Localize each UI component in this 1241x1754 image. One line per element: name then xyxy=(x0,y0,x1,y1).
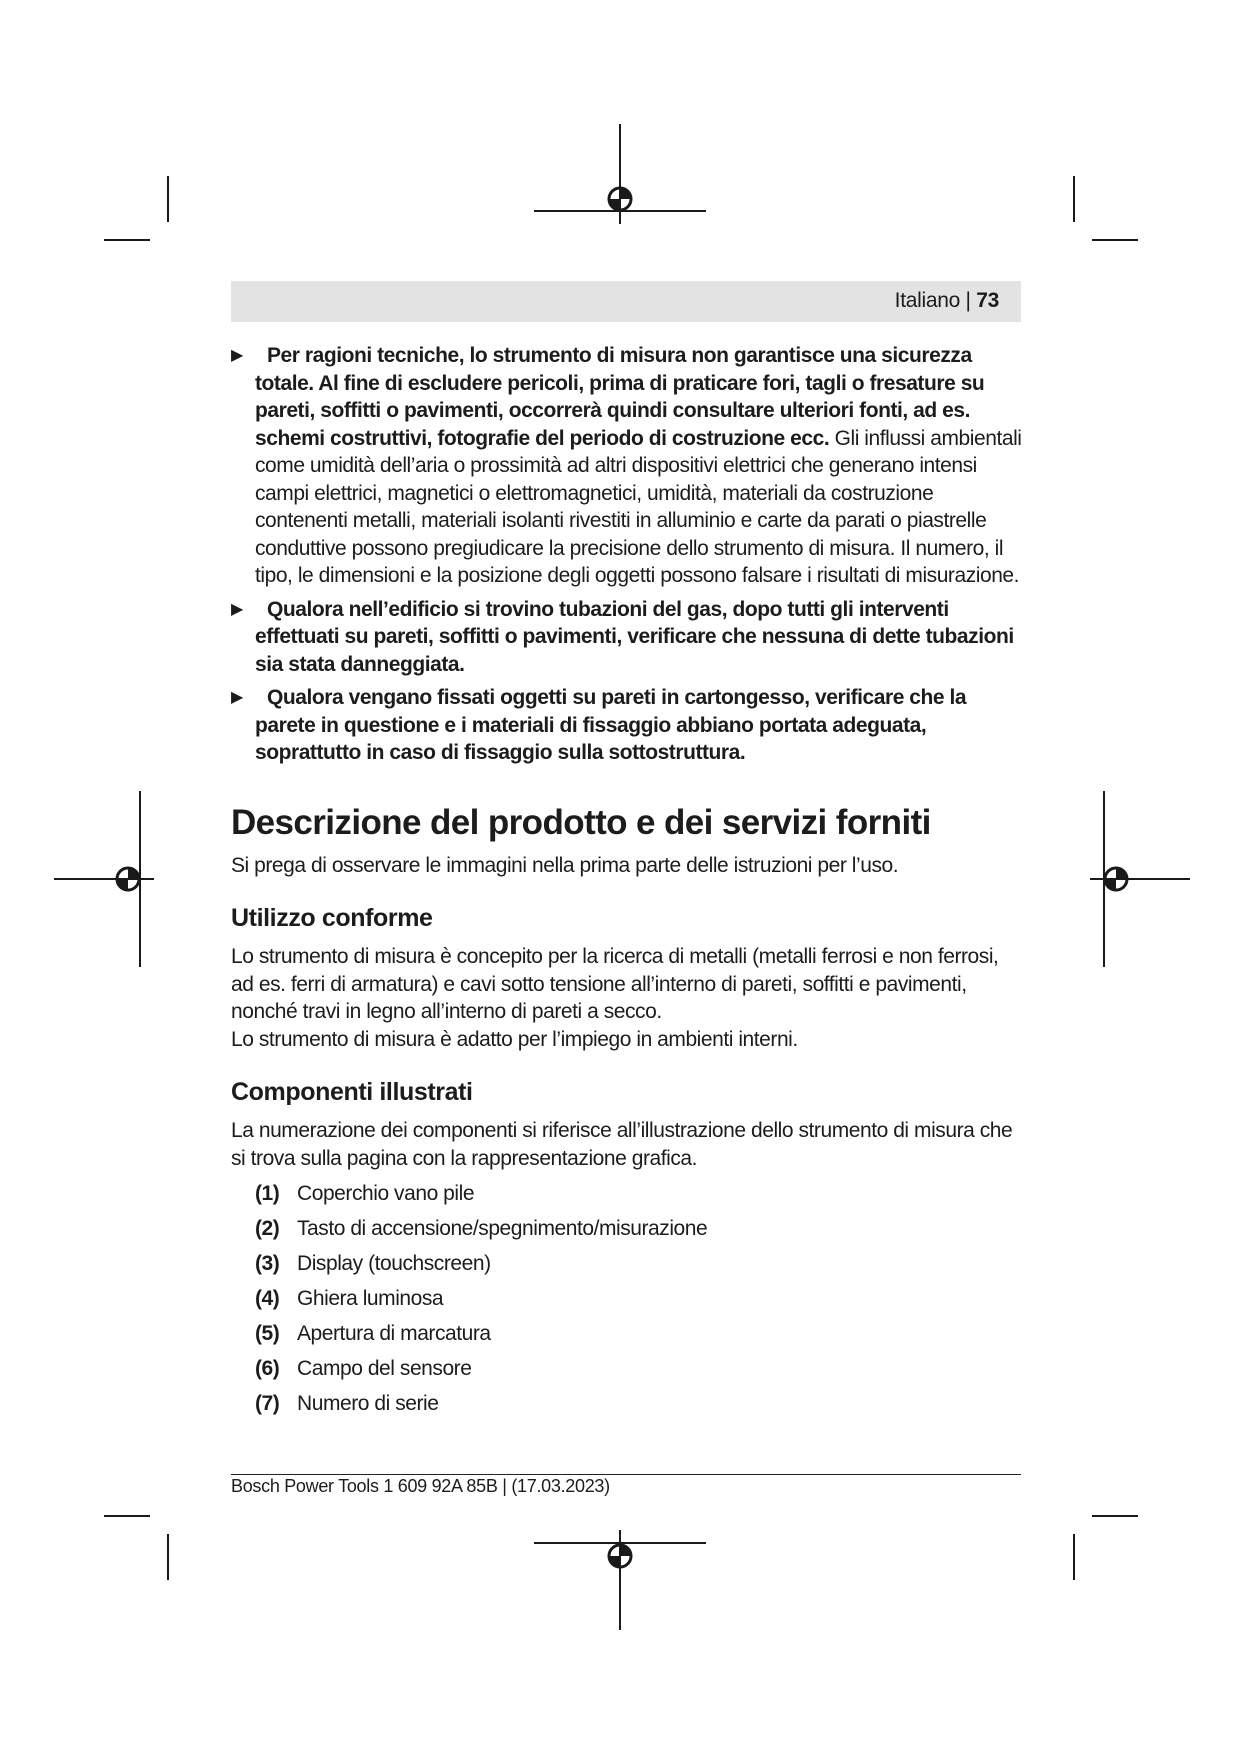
component-number: (6) xyxy=(255,1357,280,1380)
intended-use-heading: Utilizzo conforme xyxy=(231,904,433,932)
registration-mark-right xyxy=(1090,791,1190,967)
component-label: Display (touchscreen) xyxy=(297,1252,491,1275)
safety-bullet-bold: Qualora vengano fissati oggetti su pareti in cartongesso, verificare che la parete in questione e i materiali di fissaggio abbiano portata adeguata, soprattutto in caso di fissaggio sulla sottostruttura. xyxy=(255,686,967,764)
component-label: Ghiera luminosa xyxy=(297,1287,444,1310)
section-intro: Si prega di osservare le immagini nella prima parte delle istruzioni per l’uso. xyxy=(231,853,899,877)
component-label: Numero di serie xyxy=(297,1392,439,1415)
safety-bullet-text: Gli influssi ambientali come umidità dell’aria o prossimità ad altri dispositivi elettrici che generano intensi campi elettrici, magnetici o elettromagnetici, umidità, materiali da costruzione contenenti metalli, materiali isolanti rivestiti in alluminio e carte da parati o piastrelle conduttive possono pregiudicare la precisione dello strumento di misura. Il numero, il tipo, le dimensioni e la posizione degli oggetti possono falsare i risultati di misurazione. xyxy=(255,426,1022,587)
page-header xyxy=(231,281,1021,322)
header-text xyxy=(895,289,999,313)
triangle-bullet-icon: ▶ xyxy=(231,600,243,618)
crop-mark xyxy=(1073,1534,1075,1580)
header-separator: | xyxy=(965,289,971,312)
component-label: Campo del sensore xyxy=(297,1357,472,1380)
footer-divider xyxy=(231,1474,1021,1475)
component-number: (3) xyxy=(255,1252,280,1275)
safety-bullet xyxy=(231,342,1026,590)
safety-bullet xyxy=(231,596,1026,679)
component-label: Coperchio vano pile xyxy=(297,1182,475,1205)
crop-mark xyxy=(1092,239,1138,241)
page-content xyxy=(231,342,1026,1425)
component-number: (1) xyxy=(255,1182,280,1205)
triangle-bullet-icon: ▶ xyxy=(231,347,243,364)
triangle-bullet-icon: ▶ xyxy=(231,689,243,706)
footer-text: Bosch Power Tools 1 609 92A 85B | (17.03.2023) xyxy=(231,1476,610,1496)
components-heading: Componenti illustrati xyxy=(231,1078,473,1106)
registration-mark-bottom xyxy=(532,1530,708,1630)
component-label: Apertura di marcatura xyxy=(297,1322,491,1345)
crop-mark xyxy=(1073,176,1075,222)
registration-mark-left xyxy=(54,791,154,967)
components-list xyxy=(255,1180,1026,1425)
components-intro: La numerazione dei componenti si riferisce all’illustrazione dello strumento di misura che si trova sulla pagina con la rappresentazione grafica. xyxy=(231,1119,1013,1170)
component-label: Tasto di accensione/spegnimento/misurazione xyxy=(297,1217,708,1240)
component-number: (4) xyxy=(255,1287,280,1310)
crop-mark xyxy=(167,1534,169,1580)
component-number: (7) xyxy=(255,1392,280,1415)
list-item xyxy=(255,1355,1026,1390)
component-number: (5) xyxy=(255,1322,280,1345)
list-item xyxy=(255,1215,1026,1250)
crop-mark xyxy=(1092,1515,1138,1517)
header-language: Italiano xyxy=(894,289,960,312)
intended-use-paragraph: Lo strumento di misura è concepito per la ricerca di metalli (metalli ferrosi e non ferrosi, ad es. ferri di armatura) e cavi sotto tensione all’interno di pareti, soffitti e pavimenti, nonché travi in legno all’interno di pareti a secco. xyxy=(231,945,999,1023)
list-item xyxy=(255,1390,1026,1425)
crop-mark xyxy=(104,1515,150,1517)
registration-mark-top xyxy=(532,124,708,224)
page-number: 73 xyxy=(976,289,999,312)
safety-bullet-bold: Qualora nell’edificio si trovino tubazioni del gas, dopo tutti gli interventi effettuati su pareti, soffitti o pavimenti, verificare che nessuna di dette tubazioni sia stata danneggiata. xyxy=(255,597,1014,676)
list-item xyxy=(255,1285,1026,1320)
list-item xyxy=(255,1320,1026,1355)
crop-mark xyxy=(167,176,169,222)
section-title: Descrizione del prodotto e dei servizi forniti xyxy=(231,802,931,842)
safety-bullet-bold: Per ragioni tecniche, lo strumento di misura non garantisce una sicurezza totale. Al fine di escludere pericoli, prima di praticare fori, tagli o fresature su pareti, soffitti o pavimenti, occorrerà quindi consultare ulteriori fonti, ad es. schemi costruttivi, fotografie del periodo di costruzione ecc. xyxy=(255,344,985,450)
safety-bullet xyxy=(231,684,1026,767)
intended-use-paragraph: Lo strumento di misura è adatto per l’impiego in ambienti interni. xyxy=(231,1027,798,1051)
component-number: (2) xyxy=(255,1217,280,1240)
list-item xyxy=(255,1250,1026,1285)
crop-mark xyxy=(104,239,150,241)
list-item xyxy=(255,1180,1026,1215)
